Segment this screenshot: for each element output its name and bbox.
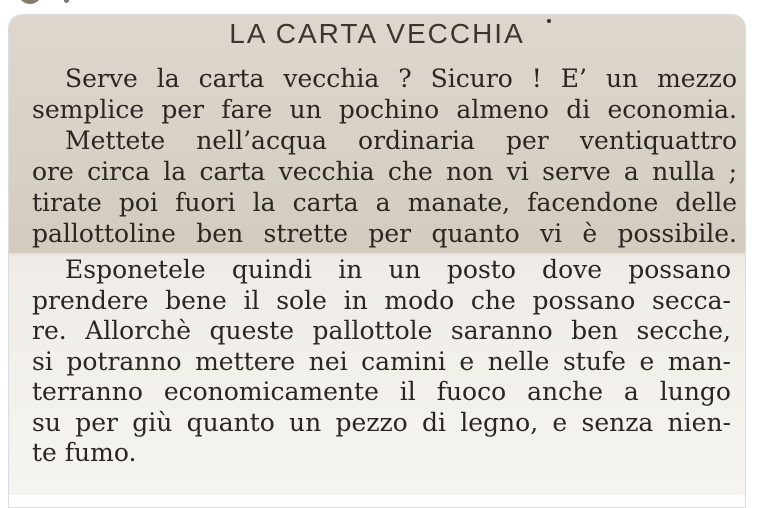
- text-line: si potranno mettere nei camini e nelle stufe e man-: [32, 346, 731, 376]
- text-line: semplice per fare un pochino almeno di economia.: [32, 95, 737, 124]
- newspaper-clipping-bottom: [9, 255, 745, 495]
- paragraph-2: [9, 255, 745, 469]
- text-line: re. Allorchè queste pallottole saranno ben secche,: [32, 316, 731, 345]
- ink-speck: [547, 19, 551, 23]
- text-line: Esponetele quindi in un posto dove possano: [65, 255, 731, 284]
- text-line: terranno economicamente il fuoco anche a lungo: [32, 377, 731, 406]
- media-card[interactable]: [8, 14, 746, 508]
- text-line: Serve la carta vecchia ? Sicuro ! E’ un mezzo: [65, 64, 737, 93]
- text-line: su per giù quanto un pezzo di legno, e senza nien-: [32, 407, 731, 437]
- text-line: te fumo.: [32, 438, 137, 467]
- text-line: pallottoline ben strette per quanto vi è possibile.: [32, 219, 737, 248]
- text-line: tirate poi fuori la carta a manate, facendone delle: [32, 188, 737, 217]
- card-footer: [9, 495, 745, 507]
- newspaper-clipping-top: [9, 15, 745, 253]
- text-line: prendere bene il sole in modo che possano secca-: [32, 285, 731, 315]
- avatar[interactable]: [18, 0, 42, 4]
- text-line: Mettete nell’acqua ordinaria per ventiquattro: [65, 126, 737, 155]
- paragraph-1: [9, 63, 745, 249]
- article-title: LA CARTA VECCHIA: [229, 18, 525, 49]
- text-line: ore circa la carta vecchia che non vi serve a nulla ;: [32, 157, 737, 186]
- header-dot-icon: [64, 0, 69, 3]
